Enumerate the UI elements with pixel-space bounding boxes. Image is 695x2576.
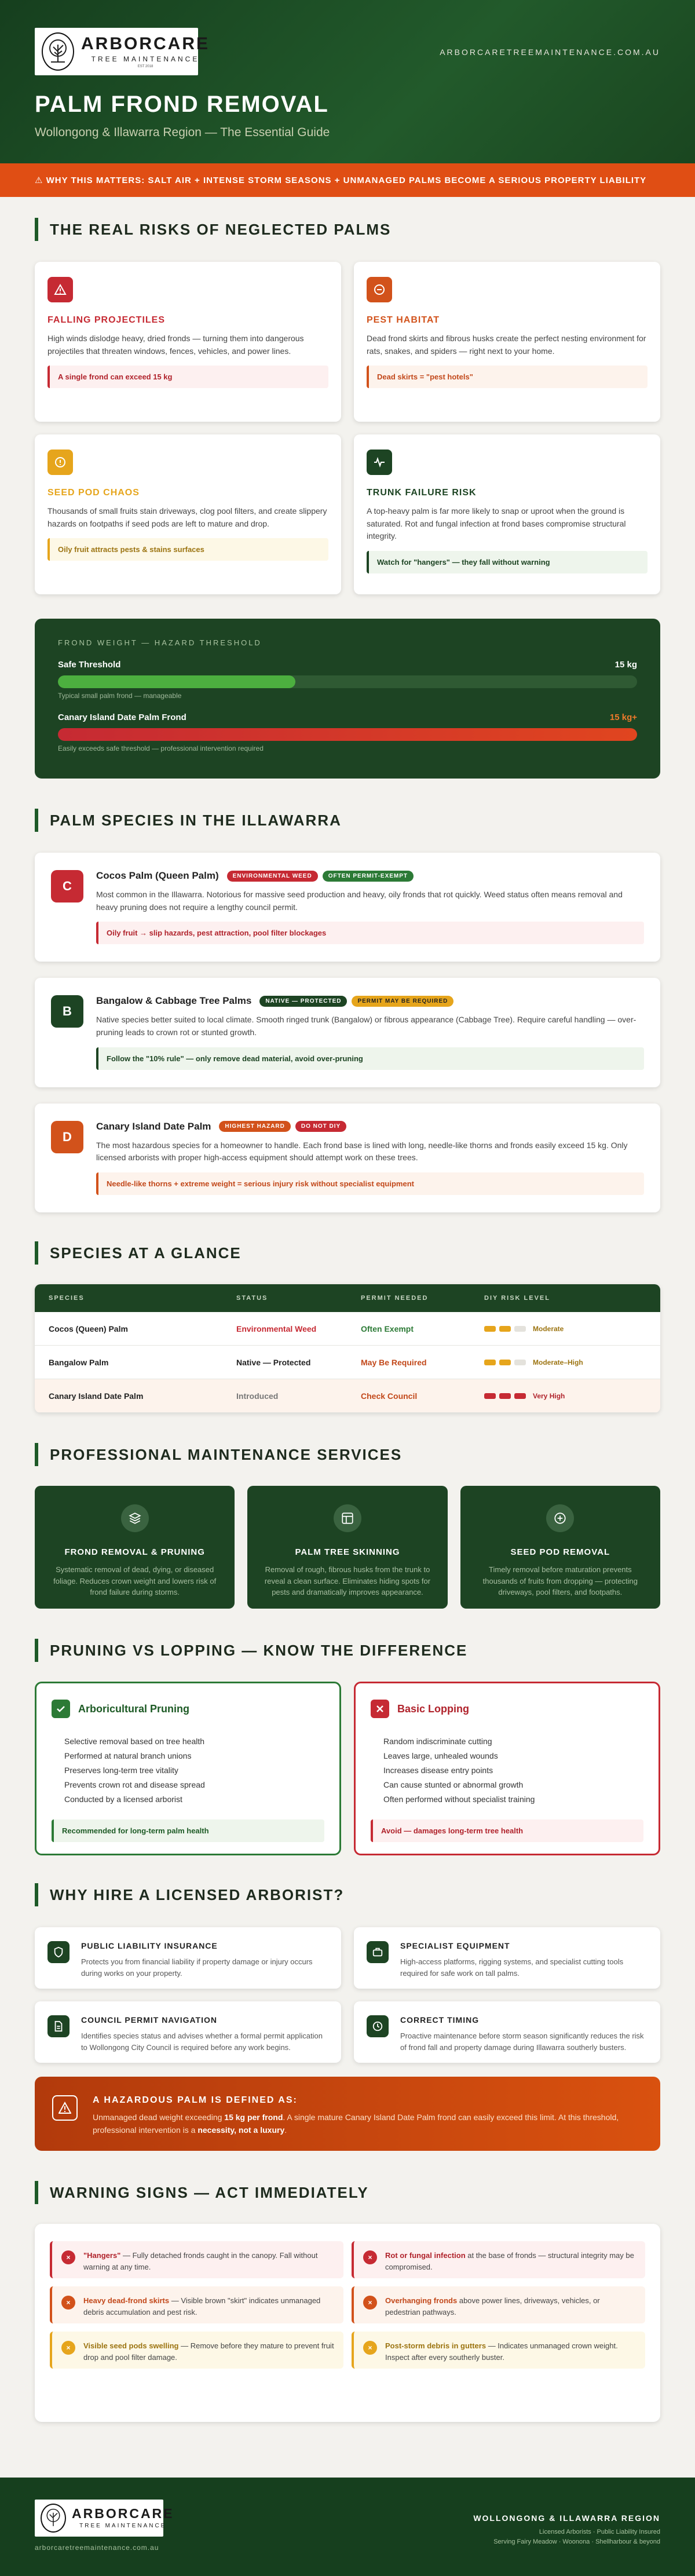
- species-text: The most hazardous species for a homeowner to handle. Each frond base is lined with long, needle-like thorns and fronds easily exceed 15 kg. Only licensed arborists with proper high-access equipment should attempt work on these trees.: [96, 1140, 628, 1163]
- section-title-pruning: PRUNING VS LOPPING — KNOW THE DIFFERENCE: [35, 1639, 660, 1662]
- why-card: [35, 1927, 341, 1989]
- species-text: Native species better suited to local climate. Smooth ringed trunk (Bangalow) or fibrous appearance (Cabbage Tree). Require careful handling — over-pruning leads to crown rot or stunted growth.: [96, 1015, 637, 1037]
- alert-banner: ⚠ WHY THIS MATTERS: SALT AIR + INTENSE STORM SEASONS + UNMANAGED PALMS BECOME A SERIOUS PROPERTY LIABILITY: [0, 163, 695, 197]
- risk-tag: A single frond can exceed 15 kg: [47, 366, 328, 388]
- list-item: Increases disease entry points: [383, 1766, 493, 1775]
- close-icon: ×: [61, 2341, 75, 2355]
- warning-item: [50, 2286, 343, 2323]
- species-pill: HIGHEST HAZARD: [219, 1121, 290, 1132]
- threshold-label: Safe Threshold: [58, 660, 121, 670]
- pruning-card: [35, 1682, 341, 1855]
- threshold-label: Canary Island Date Palm Frond: [58, 712, 186, 722]
- tree-logo-icon: [41, 2504, 66, 2533]
- service-title: SEED POD REMOVAL: [510, 1547, 610, 1558]
- risk-tag: Oily fruit attracts pests & stains surfaces: [47, 538, 328, 561]
- close-icon: ×: [61, 2296, 75, 2310]
- service-title: FROND REMOVAL & PRUNING: [64, 1547, 205, 1558]
- risk-text: Thousands of small fruits stain driveways, clog pool filters, and create slippery hazards on footpaths if seed pods are left to mature and drop.: [47, 506, 327, 528]
- hero-header: [0, 0, 695, 163]
- why-text: Protects you from financial liability if property damage or injury occurs during works on your property.: [81, 1957, 313, 1978]
- warning-item: [352, 2332, 645, 2369]
- risk-level-block: [484, 1393, 496, 1399]
- service-text: Systematic removal of dead, dying, or diseased foliage. Reduces crown weight and lowers risk of frond failure during storms.: [53, 1565, 217, 1597]
- cell-risk: Moderate: [533, 1324, 564, 1333]
- warning-text: above power lines, driveways, vehicles, or pedestrian pathways.: [385, 2296, 600, 2317]
- cell-risk: Moderate–High: [533, 1358, 583, 1366]
- risk-text: Dead frond skirts and fibrous husks create the perfect nesting environment for rats, snakes, and spiders — right next to your home.: [367, 334, 646, 356]
- footer-line1: Licensed Arborists · Public Liability Insured: [539, 2529, 660, 2536]
- alert-circle-icon: [47, 450, 73, 475]
- risk-level-block: [499, 1326, 511, 1332]
- species-card: [35, 1104, 660, 1212]
- check-icon: [52, 1700, 70, 1718]
- species-tag: Oily fruit → slip hazards, pest attraction, pool filter blockages: [96, 922, 644, 944]
- table-header: [35, 1284, 660, 1312]
- col-risk: DIY RISK LEVEL: [484, 1295, 550, 1302]
- warning-icon: [52, 2095, 78, 2121]
- risk-text: A top-heavy palm is far more likely to snap or uproot when the ground is saturated. Rot and fungal infection at frond bases compromise structural integrity.: [367, 506, 626, 541]
- pulse-icon: [367, 450, 392, 475]
- species-pill: OFTEN PERMIT-EXEMPT: [323, 871, 414, 882]
- list-item: Preserves long-term tree vitality: [64, 1766, 178, 1775]
- risk-title: FALLING PROJECTILES: [47, 315, 166, 325]
- footer-logo-sub: TREE MAINTENANCE: [79, 2523, 167, 2530]
- risk-card: [354, 434, 660, 594]
- close-icon: ×: [363, 2341, 377, 2355]
- why-card: [354, 2001, 660, 2063]
- warning-text: — Fully detached fronds caught in the canopy. Fall without warning at any time.: [83, 2251, 318, 2272]
- logo-established: EST 2018: [137, 64, 153, 68]
- shield-icon: [47, 1941, 70, 1963]
- threshold-note: Easily exceeds safe threshold — professional intervention required: [58, 744, 264, 752]
- service-card: [247, 1486, 447, 1609]
- page-footer: [0, 2478, 695, 2576]
- threshold-bar-fill: [58, 675, 295, 688]
- risk-level-block: [514, 1360, 526, 1365]
- species-card: [35, 978, 660, 1087]
- warning-bold: Heavy dead-frond skirts: [83, 2296, 170, 2305]
- species-letter: D: [51, 1121, 83, 1153]
- list-item: Selective removal based on tree health: [64, 1737, 205, 1746]
- warning-item: [352, 2241, 645, 2278]
- risk-text: High winds dislodge heavy, dried fronds — turning them into dangerous projectiles that threaten windows, fences, vehicles, and power lines.: [47, 334, 304, 356]
- list-item: Often performed without specialist training: [383, 1795, 535, 1804]
- why-card: [35, 2001, 341, 2063]
- warning-bold: Rot or fungal infection: [385, 2251, 466, 2260]
- why-text: High-access platforms, rigging systems, and specialist cutting tools required for safe work on tall palms.: [400, 1957, 624, 1978]
- section-title-species: PALM SPECIES IN THE ILLAWARRA: [35, 809, 660, 832]
- species-name: Bangalow & Cabbage Tree Palms: [96, 995, 252, 1007]
- footer-logo[interactable]: [35, 2500, 174, 2537]
- warning-signs-panel: [35, 2224, 660, 2422]
- layers-icon: [121, 1504, 149, 1532]
- col-permit: PERMIT NEEDED: [361, 1295, 429, 1302]
- cell-risk: Very High: [533, 1391, 565, 1400]
- warning-text: — Indicates unmanaged crown weight. Inspect after every southerly buster.: [385, 2341, 618, 2362]
- risk-title: TRUNK FAILURE RISK: [367, 488, 477, 498]
- warning-item: [50, 2332, 343, 2369]
- why-title: PUBLIC LIABILITY INSURANCE: [81, 1941, 218, 1951]
- species-pill: ENVIRONMENTAL WEED: [227, 871, 318, 882]
- why-title: SPECIALIST EQUIPMENT: [400, 1941, 510, 1951]
- footer-line2: Serving Fairy Meadow · Woonona · Shellharbour & beyond: [493, 2538, 660, 2546]
- website-link[interactable]: ARBORCARETREEMAINTENANCE.COM.AU: [440, 47, 660, 57]
- close-icon: ×: [363, 2296, 377, 2310]
- warning-item: [352, 2286, 645, 2323]
- why-title: COUNCIL PERMIT NAVIGATION: [81, 2015, 217, 2025]
- warning-item: [50, 2241, 343, 2278]
- service-card: [35, 1486, 235, 1609]
- plus-circle-icon: [546, 1504, 574, 1532]
- table-row: [35, 1312, 660, 1346]
- warning-text: at the base of fronds — structural integrity may be compromised.: [385, 2251, 634, 2272]
- pruning-tag: Recommended for long-term palm health: [52, 1819, 324, 1842]
- footer-logo-name: ARBORCARE: [72, 2506, 174, 2522]
- threshold-bar: [58, 675, 637, 688]
- list-item: Leaves large, unhealed wounds: [383, 1751, 498, 1761]
- cell-species: Canary Island Date Palm: [49, 1391, 144, 1401]
- risk-level-block: [514, 1326, 526, 1332]
- col-status: STATUS: [236, 1295, 268, 1302]
- logo-name: ARBORCARE: [81, 34, 210, 53]
- toolbox-icon: [367, 1941, 389, 1963]
- risk-level-block: [484, 1360, 496, 1365]
- cell-status: Introduced: [236, 1391, 279, 1401]
- cell-permit: Often Exempt: [361, 1324, 414, 1333]
- species-tag: Follow the "10% rule" — only remove dead material, avoid over-pruning: [96, 1047, 644, 1070]
- threshold-bar-fill: [58, 728, 637, 741]
- lopping-title: Basic Lopping: [397, 1702, 470, 1715]
- close-icon: [371, 1700, 389, 1718]
- hazard-definition-banner: [35, 2077, 660, 2151]
- service-card: [460, 1486, 660, 1609]
- warning-bold: Visible seed pods swelling: [83, 2341, 179, 2351]
- threshold-bar: [58, 728, 637, 741]
- clock-icon: [367, 2015, 389, 2037]
- footer-url[interactable]: arborcaretreemaintenance.com.au: [35, 2544, 159, 2552]
- threshold-value: 15 kg: [614, 660, 637, 670]
- service-title: PALM TREE SKINNING: [295, 1547, 400, 1558]
- service-text: Timely removal before maturation prevents thousands of fruits from dropping — protecting driveways, pool filters, and footpaths.: [482, 1565, 638, 1597]
- warning-bold: "Hangers": [83, 2251, 121, 2260]
- risk-level-block: [484, 1326, 496, 1332]
- logo-subtitle: TREE MAINTENANCE: [91, 54, 200, 63]
- cell-species: Cocos (Queen) Palm: [49, 1324, 128, 1333]
- why-text: Proactive maintenance before storm season significantly reduces the risk of frond fall and property damage during Illawarra southerly busters.: [400, 2031, 644, 2052]
- risk-title: SEED POD CHAOS: [47, 488, 140, 498]
- threshold-note: Typical small palm frond — manageable: [58, 692, 182, 700]
- close-icon: ×: [61, 2250, 75, 2264]
- species-name: Canary Island Date Palm: [96, 1120, 211, 1132]
- table-row: [35, 1379, 660, 1413]
- risk-level-block: [499, 1360, 511, 1365]
- section-title-services: PROFESSIONAL MAINTENANCE SERVICES: [35, 1443, 660, 1466]
- species-pill: NATIVE — PROTECTED: [259, 996, 347, 1007]
- list-item: Can cause stunted or abnormal growth: [383, 1780, 524, 1790]
- footer-region: WOLLONGONG & ILLAWARRA REGION: [473, 2513, 660, 2523]
- document-icon: [47, 2015, 70, 2037]
- risk-level-block: [514, 1393, 526, 1399]
- page-subtitle: Wollongong & Illawarra Region — The Essential Guide: [35, 126, 330, 139]
- warning-bold: Overhanging fronds: [385, 2296, 458, 2305]
- species-letter: C: [51, 870, 83, 902]
- section-title-risks: THE REAL RISKS OF NEGLECTED PALMS: [35, 218, 660, 241]
- species-table: [35, 1284, 660, 1413]
- risk-card: [35, 262, 341, 422]
- hazard-title: A HAZARDOUS PALM IS DEFINED AS:: [93, 2095, 298, 2106]
- species-pill: PERMIT MAY BE REQUIRED: [352, 996, 453, 1007]
- cell-permit: Check Council: [361, 1391, 418, 1401]
- risk-title: PEST HABITAT: [367, 315, 440, 325]
- close-icon: ×: [363, 2250, 377, 2264]
- hazard-text: Unmanaged dead weight exceeding 15 kg per frond. A single mature Canary Island Date Palm frond can easily exceed this limit. At this threshold, professional intervention is a necessity, not a luxury.: [93, 2113, 619, 2135]
- layout-icon: [334, 1504, 361, 1532]
- section-title-warnings: WARNING SIGNS — ACT IMMEDIATELY: [35, 2181, 660, 2204]
- why-title: CORRECT TIMING: [400, 2015, 480, 2025]
- col-species: SPECIES: [49, 1295, 85, 1302]
- list-item: Random indiscriminate cutting: [383, 1737, 492, 1746]
- cell-species: Bangalow Palm: [49, 1357, 109, 1367]
- warning-icon: [47, 277, 73, 302]
- weight-threshold-panel: [35, 619, 660, 779]
- cell-status: Environmental Weed: [236, 1324, 317, 1333]
- list-item: Conducted by a licensed arborist: [64, 1795, 182, 1804]
- risk-card: [35, 434, 341, 594]
- warning-bold: Post-storm debris in gutters: [385, 2341, 487, 2351]
- risk-level-block: [499, 1393, 511, 1399]
- species-letter: B: [51, 995, 83, 1028]
- list-item: Prevents crown rot and disease spread: [64, 1780, 205, 1790]
- risk-tag: Watch for "hangers" — they fall without warning: [367, 551, 648, 573]
- species-tag: Needle-like thorns + extreme weight = serious injury risk without specialist equipment: [96, 1172, 644, 1195]
- tree-logo-icon: [42, 32, 74, 71]
- risk-tag: Dead skirts = "pest hotels": [367, 366, 648, 388]
- list-item: Performed at natural branch unions: [64, 1751, 192, 1761]
- why-card: [354, 1927, 660, 1989]
- section-title-why: WHY HIRE A LICENSED ARBORIST?: [35, 1883, 660, 1906]
- warning-text: — Remove before they mature to prevent fruit drop and pool filter damage.: [83, 2341, 334, 2362]
- service-text: Removal of rough, fibrous husks from the trunk to reveal a clean surface. Eliminates hiding spots for pests and dramatically improves appearance.: [264, 1565, 431, 1597]
- pruning-title: Arboricultural Pruning: [78, 1702, 190, 1715]
- company-logo[interactable]: [35, 28, 210, 75]
- why-text: Identifies species status and advises whether a formal permit application to Wollongong City Council is required before any work begins.: [81, 2031, 323, 2052]
- species-text: Most common in the Illawarra. Notorious for massive seed production and heavy, oily fronds that rot quickly. Weed status often means removal and heavy pruning does not require a lengthy council permit.: [96, 890, 623, 912]
- cell-permit: May Be Required: [361, 1357, 427, 1367]
- no-entry-icon: [367, 277, 392, 302]
- species-name: Cocos Palm (Queen Palm): [96, 870, 219, 881]
- lopping-tag: Avoid — damages long-term tree health: [371, 1819, 643, 1842]
- table-row: [35, 1346, 660, 1379]
- species-card: [35, 853, 660, 962]
- warning-text: — Visible brown "skirt" indicates unmanaged debris accumulation and pest risk.: [83, 2296, 321, 2317]
- lopping-card: [354, 1682, 660, 1855]
- page-title: PALM FROND REMOVAL: [35, 92, 329, 117]
- threshold-value: 15 kg+: [609, 712, 637, 722]
- section-title-glance: SPECIES AT A GLANCE: [35, 1241, 660, 1265]
- cell-status: Native — Protected: [236, 1357, 311, 1367]
- threshold-title: FROND WEIGHT — HAZARD THRESHOLD: [58, 638, 262, 647]
- risk-card: [354, 262, 660, 422]
- species-pill: DO NOT DIY: [295, 1121, 346, 1132]
